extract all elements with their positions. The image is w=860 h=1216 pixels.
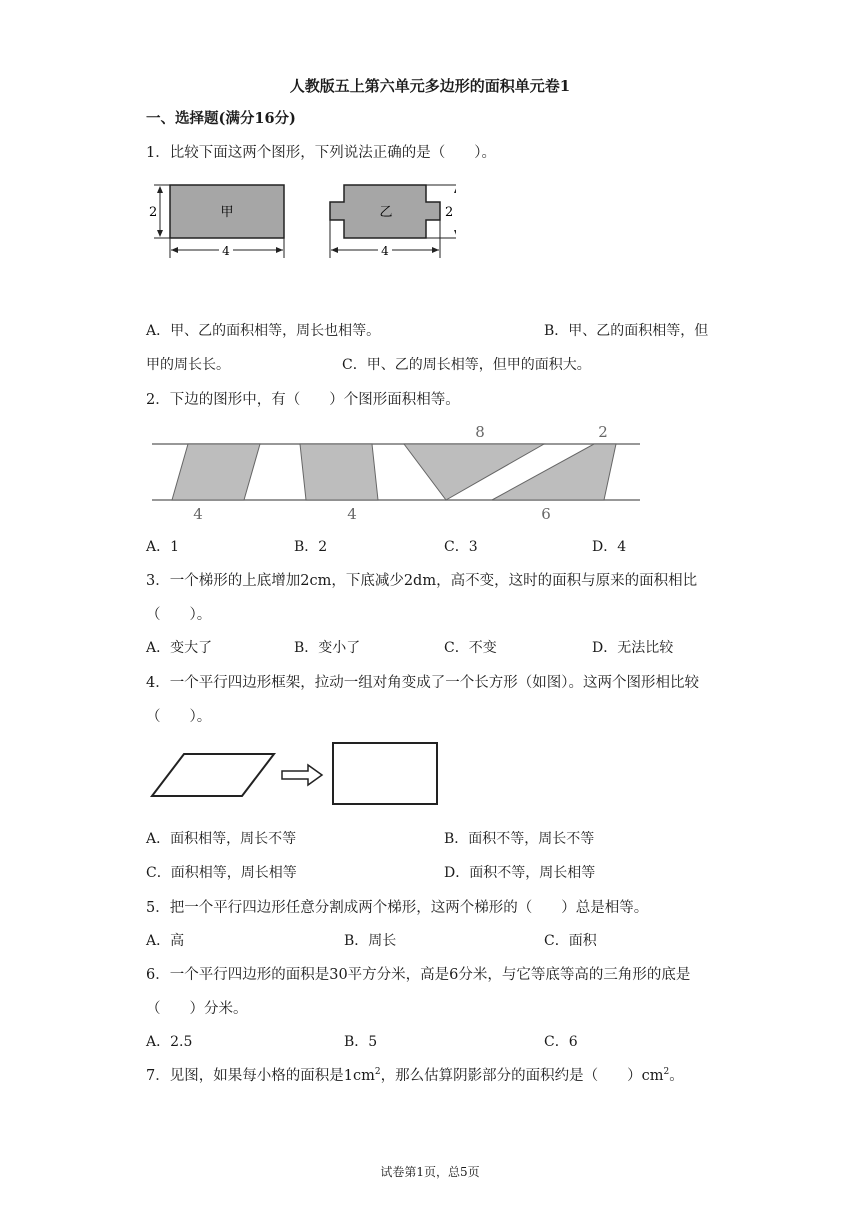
q6-stem: 6．一个平行四边形的面积是30平方分米，高是6分米，与它等底等高的三角形的底是 [146,967,691,983]
q2-stem: 2．下边的图形中，有（ ）个图形面积相等。 [146,392,460,408]
q5-option-b: B．周长 [344,933,397,949]
q3-stem-continued: （ ）。 [146,607,212,623]
q1-stem: 1．比较下面这两个图形，下列说法正确的是（ ）。 [146,145,496,161]
q1-width-b: 4 [381,244,389,258]
q1-figure [146,178,456,264]
q5-stem: 5．把一个平行四边形任意分割成两个梯形，这两个梯形的（ ）总是相等。 [146,900,649,916]
q5-option-a: A．高 [146,933,185,949]
page-footer: 试卷第1页，总5页 [380,1165,480,1179]
q3-stem: 3．一个梯形的上底增加2cm，下底减少2dm，高不变，这时的面积与原来的面积相比 [146,573,698,589]
q1-label-b: 乙 [379,205,393,220]
q1-width-a: 4 [222,244,230,258]
q1-option-a: A．甲、乙的面积相等，周长也相等。 [146,323,381,339]
q7-unit-1: 1cm [343,1068,375,1084]
q3-option-b: B．变小了 [294,640,361,656]
q3-option-d: D．无法比较 [592,640,674,656]
q2-label-bottom-6: 6 [541,505,551,523]
q2-option-d: D．4 [592,539,627,555]
q1-option-b-continued: 甲的周长长。 [146,357,230,373]
q2-label-bottom-4b: 4 [347,505,357,523]
q7-stem-part2: ，那么估算阴影部分的面积约是（ ） [380,1068,642,1084]
q7-stem-part1: 7．见图，如果每小格的面积是 [146,1068,344,1084]
q3-option-a: A．变大了 [146,640,213,656]
q1-option-b: B．甲、乙的面积相等，但 [544,323,709,339]
q7-exponent-1: 2 [374,1067,381,1078]
q7-exponent-2: 2 [663,1067,670,1078]
q4-option-a: A．面积相等，周长不等 [146,831,297,847]
q5-option-c: C．面积 [544,933,597,949]
q2-label-top-8: 8 [475,423,485,441]
q2-option-c: C．3 [444,539,478,555]
q1-height-b: 2 [445,205,454,220]
q1-label-a: 甲 [220,205,234,220]
q1-option-c: C．甲、乙的周长相等，但甲的面积大。 [342,357,591,373]
q6-stem-continued: （ ）分米。 [146,1001,248,1017]
q6-option-c: C．6 [544,1034,578,1050]
q4-option-c: C．面积相等，周长相等 [146,865,297,881]
q2-option-b: B．2 [294,539,328,555]
q7-unit-2: cm [641,1068,664,1084]
q7-stem [146,1064,684,1085]
q4-option-d: D．面积不等，周长相等 [444,865,596,881]
q4-stem-continued: （ ）。 [146,709,212,725]
q1-height-a: 2 [149,205,158,220]
q6-option-b: B．5 [344,1034,378,1050]
q2-label-bottom-4a: 4 [193,505,203,523]
section-title: 一、选择题(满分16分) [146,110,296,127]
q4-option-b: B．面积不等，周长不等 [444,831,595,847]
q7-stem-part3: 。 [669,1068,684,1084]
page-title: 人教版五上第六单元多边形的面积单元卷1 [289,77,571,95]
q4-figure [146,738,446,808]
q3-option-c: C．不变 [444,640,497,656]
q2-option-a: A．1 [146,539,180,555]
q2-figure [146,420,646,524]
q4-stem: 4．一个平行四边形框架，拉动一组对角变成了一个长方形（如图）。这两个图形相比较 [146,675,699,691]
q2-label-top-2: 2 [598,423,608,441]
q6-option-a: A．2.5 [146,1034,193,1050]
